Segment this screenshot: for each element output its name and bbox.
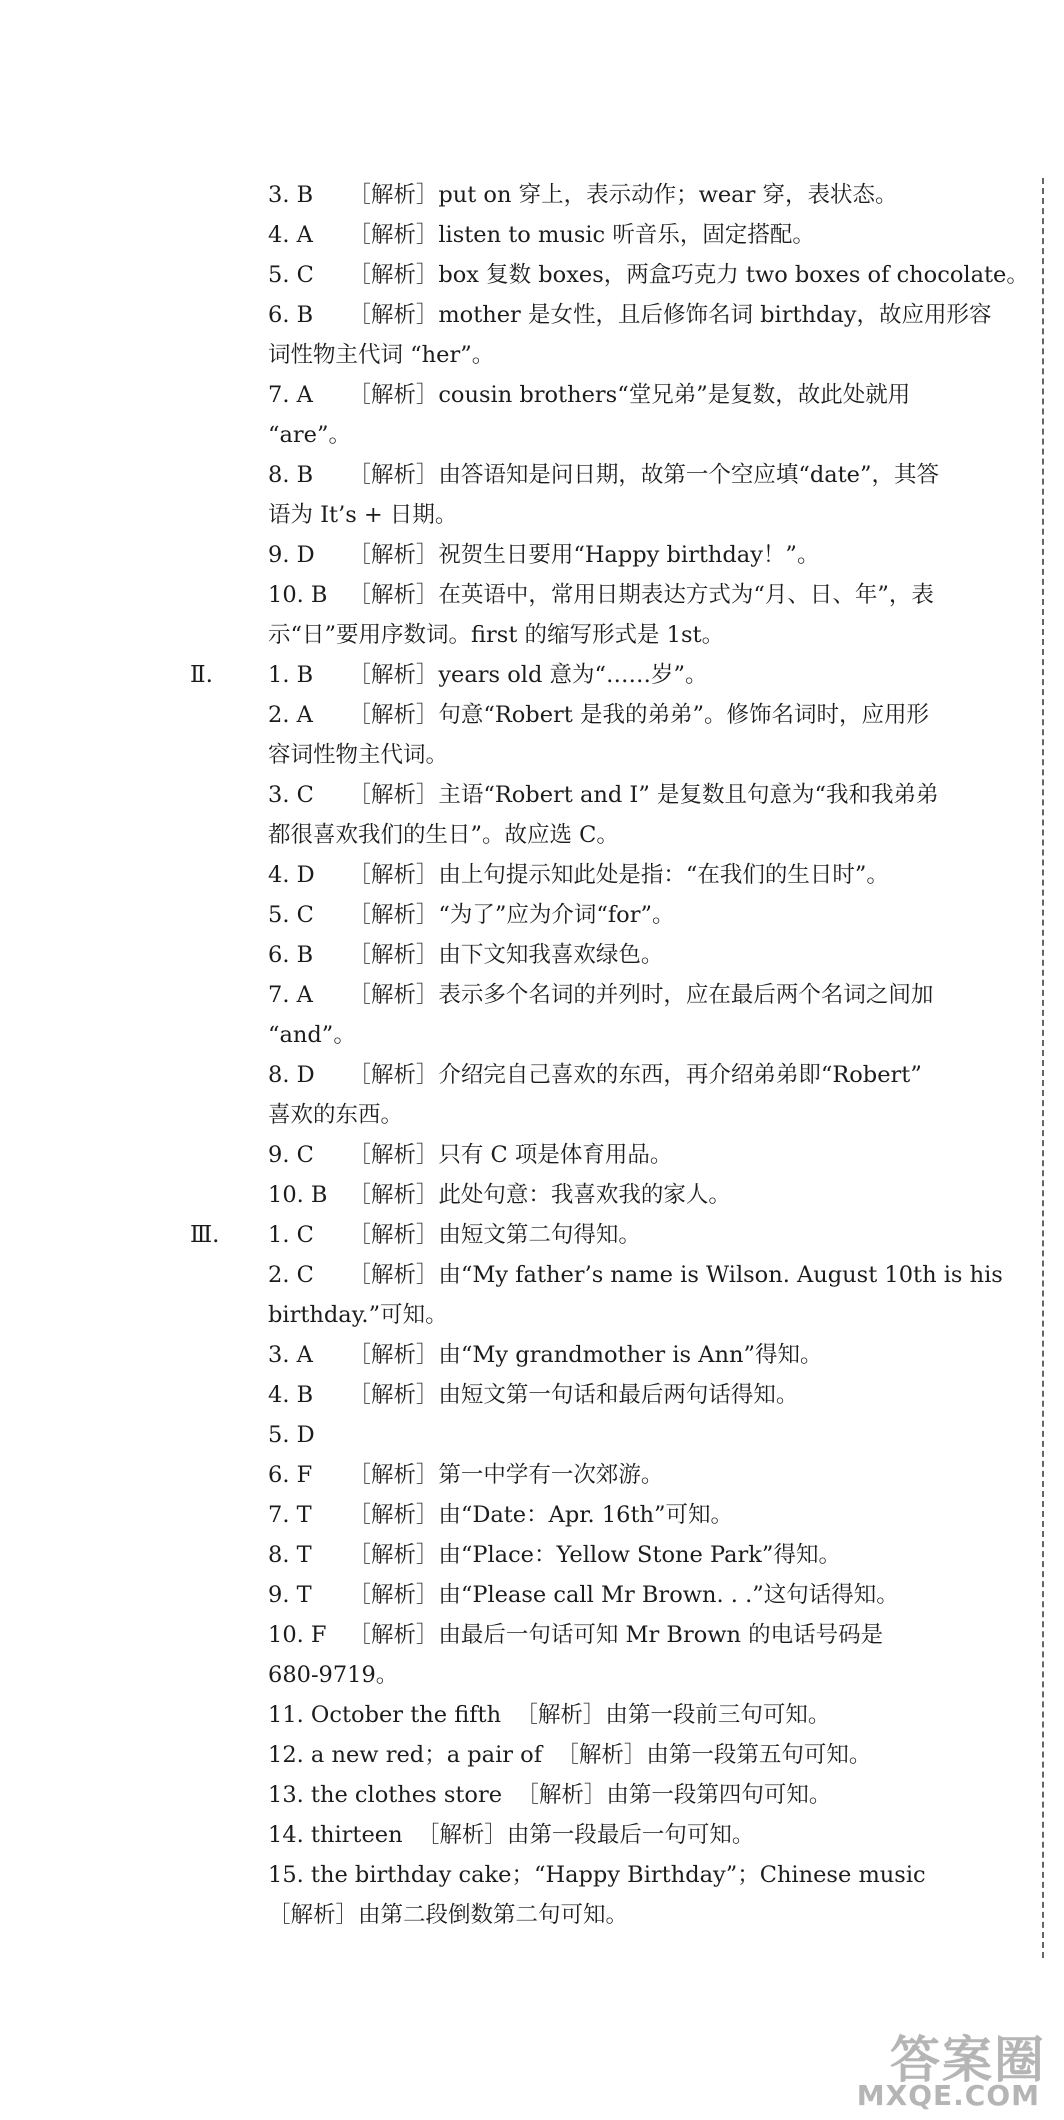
answer-item (268, 1695, 988, 1735)
answer-number: 7. T (268, 1502, 312, 1528)
site-watermark (786, 2020, 1046, 2112)
answer-item (268, 1855, 988, 1895)
section-label: Ⅲ. (190, 1222, 220, 1248)
answer-item (268, 1495, 988, 1535)
answer-explanation: ［解析］由短文第二句得知。 (348, 1222, 641, 1248)
answer-number: 5. C (268, 262, 314, 288)
answer-item (268, 1135, 988, 1175)
answer-section (228, 175, 1029, 655)
answer-item (268, 175, 988, 215)
answer-explanation: 示“日”要用序数词。first 的缩写形式是 1st。 (268, 622, 725, 648)
dashed-margin-line (1042, 178, 1044, 1958)
answer-explanation: ［解析］由最后一句话可知 Mr Brown 的电话号码是 (348, 1622, 884, 1648)
answer-number: 10. B (268, 582, 328, 608)
answer-explanation: 词性物主代词 “her”。 (268, 342, 495, 368)
answer-explanation: ［解析］主语“Robert and I” 是复数且句意为“我和我弟弟 (348, 782, 939, 808)
section-label: Ⅱ. (190, 662, 213, 688)
answer-item-continued (268, 1295, 988, 1335)
answer-item-continued (268, 335, 988, 375)
answer-number: 8. T (268, 1542, 312, 1568)
answer-item (268, 1175, 988, 1215)
answer-number: 10. F (268, 1622, 327, 1648)
answer-item-continued (268, 1895, 988, 1935)
answer-item (268, 1375, 988, 1415)
answer-item (268, 1775, 988, 1815)
answer-item (268, 655, 988, 695)
answer-explanation: 语为 It’s + 日期。 (268, 502, 458, 528)
answer-item (268, 895, 988, 935)
answer-item (268, 1815, 988, 1855)
answer-explanation: ［解析］由下文知我喜欢绿色。 (348, 942, 664, 968)
answer-explanation: ［解析］表示多个名词的并列时，应在最后两个名词之间加 (348, 982, 934, 1008)
answer-explanation: ［解析］在英语中，常用日期表达方式为“月、日、年”，表 (348, 582, 934, 608)
answer-item (268, 215, 988, 255)
answer-explanation: ［解析］“为了”应为介词“for”。 (348, 902, 675, 928)
answer-explanation: birthday.”可知。 (268, 1302, 448, 1328)
answer-item (268, 1575, 988, 1615)
answer-number: 12. a new red；a pair of (268, 1742, 543, 1768)
answer-explanation: ［解析］由“Date：Apr. 16th”可知。 (348, 1502, 734, 1528)
answer-number: 4. D (268, 862, 315, 888)
answer-item (268, 1615, 988, 1655)
answer-explanation: ［解析］由上句提示知此处是指：“在我们的生日时”。 (348, 862, 889, 888)
answer-item (268, 455, 988, 495)
answer-number: 7. A (268, 382, 313, 408)
answer-number: 2. C (268, 1262, 314, 1288)
answer-item (268, 1055, 988, 1095)
answer-item (268, 575, 988, 615)
answer-explanation: ［解析］由“My grandmother is Ann”得知。 (348, 1342, 823, 1368)
answer-number: 8. D (268, 1062, 315, 1088)
answer-explanation: ［解析］此处句意：我喜欢我的家人。 (348, 1182, 731, 1208)
answer-item-continued (268, 495, 988, 535)
answer-explanation: ［解析］第一中学有一次郊游。 (348, 1462, 664, 1488)
answer-explanation: 680-9719。 (268, 1662, 399, 1688)
answer-number: 1. B (268, 662, 314, 688)
answer-item-continued (268, 815, 988, 855)
answer-item (268, 775, 988, 815)
answer-item (268, 255, 1029, 295)
answer-number: 7. A (268, 982, 313, 1008)
answer-explanation: ［解析］years old 意为“……岁”。 (348, 662, 708, 688)
answer-number: 3. A (268, 1342, 313, 1368)
answer-item (268, 1535, 988, 1575)
answer-item (268, 975, 988, 1015)
answer-number: 5. C (268, 902, 314, 928)
answer-number: 9. D (268, 542, 315, 568)
answer-content (190, 175, 1029, 1935)
answer-item (268, 1415, 988, 1455)
answer-number: 3. B (268, 182, 314, 208)
answer-section (190, 655, 988, 1215)
answer-explanation: ［解析］由第一段第四句可知。 (516, 1782, 832, 1808)
answer-item (268, 1455, 988, 1495)
answer-explanation: ［解析］只有 C 项是体育用品。 (348, 1142, 673, 1168)
answer-item-continued (268, 1655, 988, 1695)
answer-item-continued (268, 615, 988, 655)
answer-item-continued (268, 1095, 988, 1135)
watermark-logo-text: 答案圈 (890, 2030, 1046, 2089)
answer-explanation: ［解析］put on 穿上，表示动作；wear 穿，表状态。 (348, 182, 898, 208)
answer-item (268, 295, 992, 335)
answer-explanation: ［解析］box 复数 boxes，两盒巧克力 two boxes of chocolate。 (348, 262, 1029, 288)
answer-item (268, 855, 988, 895)
answer-number: 9. T (268, 1582, 312, 1608)
answer-explanation: ［解析］句意“Robert 是我的弟弟”。修饰名词时，应用形 (348, 702, 929, 728)
answer-number: 6. F (268, 1462, 313, 1488)
answer-explanation: ［解析］由短文第一句话和最后两句话得知。 (348, 1382, 799, 1408)
answer-explanation: ［解析］由第一段前三句可知。 (515, 1702, 831, 1728)
answer-number: 2. A (268, 702, 313, 728)
answer-explanation: ［解析］由第二段倒数第二句可知。 (268, 1902, 629, 1928)
answer-number: 3. C (268, 782, 314, 808)
answer-explanation: ［解析］由“Place：Yellow Stone Park”得知。 (348, 1542, 841, 1568)
answer-number: 6. B (268, 302, 314, 328)
answer-explanation: ［解析］由“My father’s name is Wilson. August 10th is his (348, 1262, 1003, 1288)
answer-item (268, 935, 988, 975)
answer-number: 15. the birthday cake；“Happy Birthday”；Chinese music (268, 1862, 926, 1888)
answer-item (268, 535, 988, 575)
answer-explanation: “are”。 (268, 422, 351, 448)
answer-explanation: 喜欢的东西。 (268, 1102, 404, 1128)
answer-number: 14. thirteen (268, 1822, 403, 1848)
answer-explanation: ［解析］由“Please call Mr Brown. . .”这句话得知。 (348, 1582, 899, 1608)
answer-number: 13. the clothes store (268, 1782, 503, 1808)
answer-explanation: ［解析］祝贺生日要用“Happy birthday！”。 (348, 542, 820, 568)
answer-number: 8. B (268, 462, 314, 488)
answer-explanation: ［解析］由第一段最后一句可知。 (416, 1822, 755, 1848)
answer-explanation: 都很喜欢我们的生日”。故应选 C。 (268, 822, 619, 848)
answer-explanation: 容词性物主代词。 (268, 742, 449, 768)
answer-number: 5. D (268, 1422, 315, 1448)
answer-item (268, 1215, 988, 1255)
answer-explanation: ［解析］listen to music 听音乐，固定搭配。 (348, 222, 815, 248)
answer-item (268, 695, 988, 735)
answer-item (268, 1255, 1003, 1295)
answer-item-continued (268, 1015, 988, 1055)
answer-item (268, 375, 988, 415)
answer-number: 11. October the fifth (268, 1702, 502, 1728)
answer-number: 10. B (268, 1182, 328, 1208)
answer-number: 9. C (268, 1142, 314, 1168)
watermark-domain: MXQE.COM (856, 2079, 1040, 2112)
answer-explanation: ［解析］mother 是女性，且后修饰名词 birthday，故应用形容 (348, 302, 992, 328)
answer-item (268, 1335, 988, 1375)
answer-explanation: ［解析］由答语知是问日期，故第一个空应填“date”，其答 (348, 462, 939, 488)
answer-explanation: ［解析］cousin brothers“堂兄弟”是复数，故此处就用 (348, 382, 911, 408)
answer-number: 6. B (268, 942, 314, 968)
answer-item-continued (268, 415, 988, 455)
answer-item-continued (268, 735, 988, 775)
answer-number: 4. B (268, 1382, 314, 1408)
answer-number: 1. C (268, 1222, 314, 1248)
answer-explanation: “and”。 (268, 1022, 356, 1048)
answer-number: 4. A (268, 222, 313, 248)
answer-item (268, 1735, 988, 1775)
answer-explanation: ［解析］介绍完自己喜欢的东西，再介绍弟弟即“Robert” (348, 1062, 922, 1088)
answer-explanation: ［解析］由第一段第五句可知。 (556, 1742, 872, 1768)
answer-section (190, 1215, 1003, 1935)
